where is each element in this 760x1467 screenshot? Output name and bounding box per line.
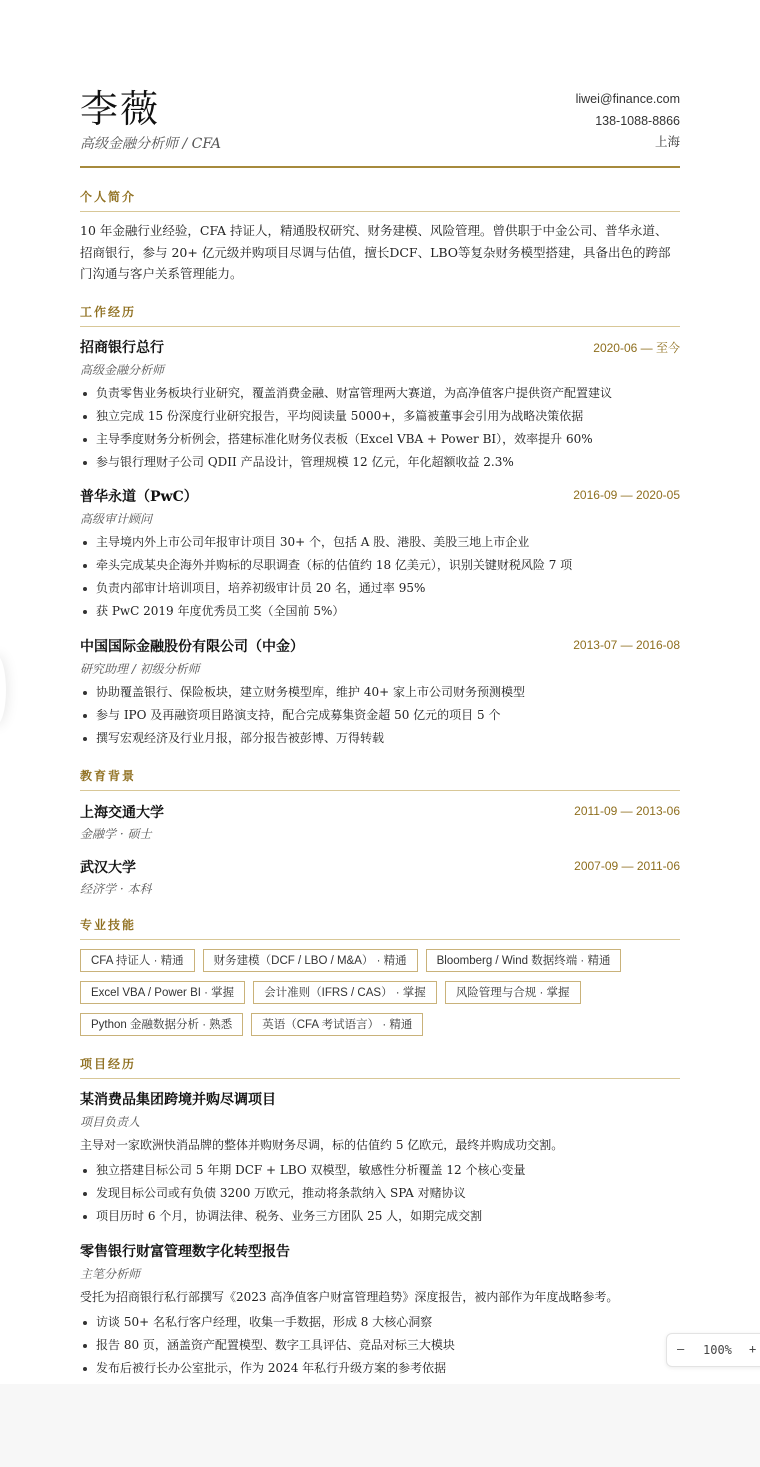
- contact-email: liwei@finance.com: [575, 92, 680, 106]
- list-item: 发现目标公司或有负债 3200 万欧元，推动将条款纳入 SPA 对赌协议: [80, 1182, 680, 1205]
- job-role: 研究助理 / 初级分析师: [80, 662, 200, 676]
- school-date: 2007-09 — 2011-06: [574, 859, 680, 873]
- job-header: [80, 486, 680, 506]
- project-name: 零售银行财富管理数字化转型报告: [80, 1244, 290, 1260]
- list-item: 负责内部审计培训项目，培养初级审计员 20 名，通过率 95%: [80, 577, 680, 600]
- school-degree: 经济学 · 本科: [80, 882, 152, 896]
- list-item: 负责零售业务板块行业研究，覆盖消费金融、财富管理两大赛道，为高净值客户提供资产配置建议: [80, 382, 680, 405]
- project-bullets: [80, 1311, 680, 1380]
- project-name: 某消费品集团跨境并购尽调项目: [80, 1092, 276, 1108]
- school-name: 武汉大学: [80, 860, 136, 876]
- zoom-out-button[interactable]: —: [677, 1342, 685, 1356]
- skill-tag: 财务建模（DCF / LBO / M&A） · 精通: [203, 949, 418, 972]
- school-name: 上海交通大学: [80, 805, 164, 821]
- skills-row: [80, 981, 680, 1004]
- job-date: 2020-06 — 至今: [593, 341, 680, 355]
- skills-row: [80, 1013, 680, 1036]
- contact-phone: 138-1088-8866: [595, 113, 680, 128]
- job-org: 中国国际金融股份有限公司（中金）: [80, 639, 304, 655]
- zoom-level: 100%: [703, 1343, 732, 1357]
- candidate-name: 李薇: [80, 87, 161, 131]
- skill-tag: 会计准则（IFRS / CAS） · 掌握: [253, 981, 437, 1004]
- list-item: 发布后被行长办公室批示，作为 2024 年私行升级方案的参考依据: [80, 1357, 680, 1380]
- skill-tag: Python 金融数据分析 · 熟悉: [80, 1013, 243, 1036]
- summary-line: 10 年金融行业经验，CFA 持证人，精通股权研究、财务建模、风险管理。曾供职于中金公司、普华永道、: [80, 223, 668, 238]
- list-item: 独立搭建目标公司 5 年期 DCF + LBO 双模型，敏感性分析覆盖 12 个核心变量: [80, 1159, 680, 1182]
- project-description: 主导对一家欧洲快消品牌的整体并购财务尽调，标的估值约 5 亿欧元，最终并购成功交割。: [80, 1138, 564, 1152]
- job-bullets: [80, 382, 680, 474]
- job-role: 高级审计顾问: [80, 512, 153, 526]
- section-title-education: 教育背景: [80, 767, 680, 791]
- skills-list: [80, 949, 680, 1045]
- list-item: 参与银行理财子公司 QDII 产品设计，管理规模 12 亿元，年化超额收益 2.3%: [80, 451, 680, 474]
- skill-tag: Bloomberg / Wind 数据终端 · 精通: [426, 949, 622, 972]
- skill-tag: 风险管理与合规 · 掌握: [445, 981, 581, 1004]
- list-item: 牵头完成某央企海外并购标的尽职调查（标的估值约 18 亿美元），识别关键财税风险 7 项: [80, 554, 680, 577]
- list-item: 撰写宏观经济及行业月报，部分报告被彭博、万得转载: [80, 727, 680, 750]
- list-item: 主导季度财务分析例会，搭建标准化财务仪表板（Excel VBA + Power BI），效率提升 60%: [80, 428, 680, 451]
- project-role: 主笔分析师: [80, 1267, 141, 1281]
- school-degree: 金融学 · 硕士: [80, 827, 152, 841]
- summary-line: 招商银行，参与 20+ 亿元级并购项目尽调与估值，擅长DCF、LBO等复杂财务模型搭建，具备出色的跨部: [80, 244, 671, 260]
- section-title-projects: 项目经历: [80, 1055, 680, 1079]
- job-bullets: [80, 681, 680, 750]
- list-item: 主导境内外上市公司年报审计项目 30+ 个，包括 A 股、港股、美股三地上市企业: [80, 531, 680, 554]
- job-date: 2013-07 — 2016-08: [573, 638, 680, 652]
- skill-tag: CFA 持证人 · 精通: [80, 949, 195, 972]
- job-header: [80, 636, 680, 656]
- summary-line: 门沟通与客户关系管理能力。: [80, 266, 243, 281]
- candidate-title: 高级金融分析师 / CFA: [80, 136, 221, 152]
- project-description: 受托为招商银行私行部撰写《2023 高净值客户财富管理趋势》深度报告，被内部作为年度战略参考。: [80, 1290, 619, 1304]
- list-item: 协助覆盖银行、保险板块，建立财务模型库，维护 40+ 家上市公司财务预测模型: [80, 681, 680, 704]
- list-item: 访谈 50+ 名私行客户经理，收集一手数据，形成 8 大核心洞察: [80, 1311, 680, 1334]
- zoom-control: [666, 1333, 760, 1367]
- header-divider: [80, 166, 680, 168]
- list-item: 独立完成 15 份深度行业研究报告，平均阅读量 5000+，多篇被董事会引用为战略决策依据: [80, 405, 680, 428]
- job-header: [80, 337, 680, 357]
- contact-block: [576, 89, 680, 154]
- list-item: 项目历时 6 个月，协调法律、税务、业务三方团队 25 人，如期完成交割: [80, 1205, 680, 1228]
- project-header: [80, 1089, 680, 1109]
- skill-tag: Excel VBA / Power BI · 掌握: [80, 981, 245, 1004]
- skill-tag: 英语（CFA 考试语言） · 精通: [251, 1013, 423, 1036]
- list-item: 参与 IPO 及再融资项目路演支持，配合完成募集资金超 50 亿元的项目 5 个: [80, 704, 680, 727]
- contact-city: 上海: [654, 135, 680, 149]
- job-role: 高级金融分析师: [80, 363, 165, 377]
- zoom-in-button[interactable]: +: [749, 1342, 757, 1356]
- job-date: 2016-09 — 2020-05: [573, 488, 680, 502]
- school-date: 2011-09 — 2013-06: [574, 804, 680, 818]
- list-item: 获 PwC 2019 年度优秀员工奖（全国前 5%）: [80, 600, 680, 623]
- section-title-skills: 专业技能: [80, 916, 680, 940]
- skills-row: [80, 949, 680, 972]
- summary-paragraph: [80, 220, 680, 285]
- job-org: 普华永道（PwC）: [80, 489, 198, 505]
- job-bullets: [80, 531, 680, 623]
- section-title-work: 工作经历: [80, 303, 680, 327]
- project-header: [80, 1241, 680, 1261]
- school-header: [80, 857, 680, 877]
- section-title-summary: 个人简介: [80, 188, 680, 212]
- job-org: 招商银行总行: [80, 340, 164, 356]
- project-bullets: [80, 1159, 680, 1228]
- school-header: [80, 802, 680, 822]
- project-role: 项目负责人: [80, 1115, 141, 1129]
- list-item: 报告 80 页，涵盖资产配置模型、数字工具评估、竞品对标三大模块: [80, 1334, 680, 1357]
